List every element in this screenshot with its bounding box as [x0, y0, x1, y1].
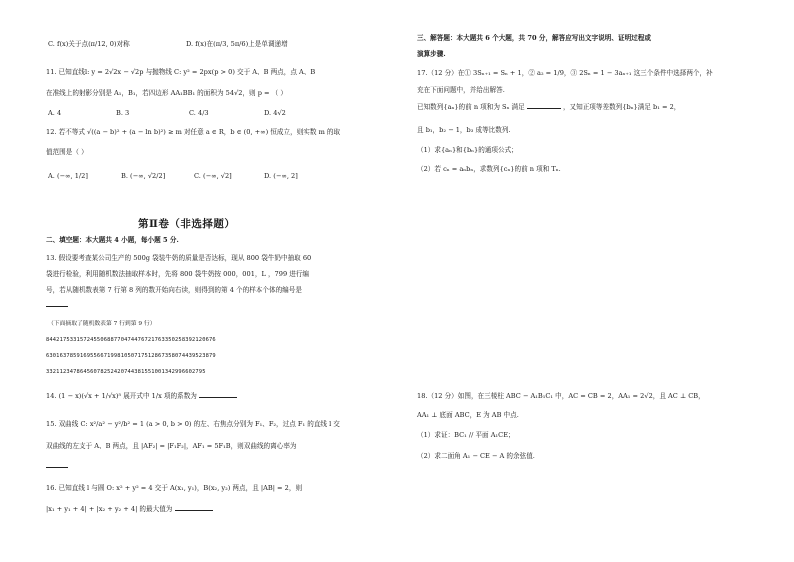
q17-text-b: ，又知正项等差数列{bₙ}满足 b₁ = 2，: [562, 103, 681, 111]
q14-stem: [46, 392, 237, 400]
q17-condition-blank[interactable]: [527, 103, 561, 109]
q11-stem-line2: 在准线上的射影分别是 A₁，B₁，若四边形 AA₁BB₁ 的面积为 54√2，则 p = （ ）: [46, 89, 287, 97]
q16-text: |x₁ + y₁ + 4| + |x₂ + y₂ + 4| 的最大值为: [46, 505, 173, 513]
q13-stem-line2: 袋进行检验，利用随机数法抽取样本时，先将 800 袋牛奶按 000，001，L ，799 进行编: [46, 270, 310, 278]
q16-answer-blank[interactable]: [175, 505, 213, 511]
q11-option-a: A. 4: [48, 109, 62, 117]
q18-stem-line1: 18.（12 分）如图，在三棱柱 ABC − A₁B₁C₁ 中，AC = CB = 2，AA₁ = 2√2，且 AC ⊥ CB，: [417, 392, 705, 400]
q17-stem-line1: 17.（12 分）在① 3Sₙ₊₁ = Sₙ + 1，② a₂ = 1/9，③ 2Sₙ = 1 − 3aₙ₊₁ 这三个条件中选择两个，补: [417, 69, 713, 77]
left-column: [46, 0, 371, 562]
q17-stem-line4: 且 b₁，b₂ − 1，b₃ 成等比数列.: [417, 126, 511, 134]
q11-option-b: B. 3: [116, 109, 130, 117]
q15-answer-blank[interactable]: [46, 462, 68, 470]
q17-stem-line2: 充在下面问题中，并给出解答.: [417, 86, 505, 94]
part2-title: 第Ⅱ卷（非选择题）: [138, 218, 236, 230]
q15-stem-line1: 15. 双曲线 C: x²/a² − y²/b² = 1 (a > 0, b > 0) 的左、右焦点分别为 F₁、F₂，过点 F₁ 的直线 l 交: [46, 420, 340, 428]
q14-text: 14. (1 − x)(√x + 1/√x)⁵ 展开式中 1/x 项的系数为: [46, 392, 197, 400]
q12-option-b: B. (−∞, √2/2]: [121, 172, 166, 180]
q12-stem-line1: 12. 若不等式 √((a − b)² + (a − ln b)²) ≥ m 对任意 a ∈ R，b ∈ (0, +∞) 恒成立，则实数 m 的取: [46, 128, 341, 136]
q12-option-c: C. (−∞, √2]: [194, 172, 232, 180]
q11-stem-line1: 11. 已知直线l: y = 2√2x − √2p 与抛物线 C: y² = 2px(p > 0) 交于 A、B 两点，点 A、B: [46, 68, 316, 76]
q17-part1: （1）求{aₙ}和{bₙ}的通项公式；: [417, 146, 518, 154]
q17-part2: （2）若 cₙ = aₙbₙ，求数列{cₙ}的前 n 项和 Tₙ.: [417, 165, 561, 173]
q13-table-note: （下面摘取了随机数表第 7 行到第 9 行）: [48, 321, 156, 327]
q16-stem-line2: [46, 505, 213, 513]
q14-answer-blank[interactable]: [199, 392, 237, 398]
q12-option-a: A. (−∞, 1/2]: [48, 172, 88, 180]
q12-option-d: D. (−∞, 2]: [264, 172, 298, 180]
q15-stem-line2: 双曲线的左支于 A、B 两点，且 |AF₂| = |F₁F₂|，AF₁ = 5F₁B，则双曲线的离心率为: [46, 442, 297, 450]
fill-in-section-header: 二、填空题：本大题共 4 小题，每小题 5 分.: [46, 236, 179, 244]
solution-section-header-line1: 三、解答题：本大题共 6 个大题，共 70 分，解答应写出文字说明、证明过程或: [417, 34, 651, 42]
q18-stem-line2: AA₁ ⊥ 底面 ABC，E 为 AB 中点.: [417, 411, 519, 419]
q18-part1: （1）求证：BC₁ // 平面 A₁CE；: [417, 431, 515, 439]
q11-option-d: D. 4√2: [264, 109, 286, 117]
q18-part2: （2）求二面角 A₁ − CE − A 的余弦值.: [417, 452, 535, 460]
right-column: [417, 0, 757, 562]
q10-option-c: C. f(x)关于点(π/12, 0)对称: [48, 40, 130, 48]
q13-stem-line1: 13. 假设要考查某公司生产的 500g 袋装牛奶的质量是否达标，现从 800 袋牛奶中抽取 60: [46, 254, 312, 262]
q11-option-c: C. 4/3: [189, 109, 209, 117]
q17-stem-line3: [417, 103, 680, 111]
random-table-row-9: 33211234786456078252420744381551001342996602795: [46, 369, 206, 375]
q16-stem-line1: 16. 已知直线 l 与圆 O: x² + y² = 4 交于 A(x₁, y₁)，B(x₂, y₂) 两点，且 |AB| = 2，则: [46, 484, 303, 492]
random-table-row-8: 63016378591695566719981050717512867358074439523879: [46, 353, 216, 359]
q13-stem-line3: 号，若从随机数表第 7 行第 8 列的数开始向右读，则得到的第 4 个的样本个体的编号是: [46, 286, 302, 294]
q12-stem-line2: 值范围是（ ）: [46, 148, 88, 156]
q13-answer-blank[interactable]: [46, 301, 68, 309]
q17-text-a: 已知数列{aₙ}的前 n 项和为 Sₙ 满足: [417, 103, 525, 111]
solution-section-header-line2: 演算步骤.: [417, 50, 446, 58]
random-table-row-7: 84421753315724550688770474476721763350258392120676: [46, 337, 216, 343]
q10-option-d: D. f(x)在(π/3, 5π/6)上是单调递增: [186, 40, 288, 48]
